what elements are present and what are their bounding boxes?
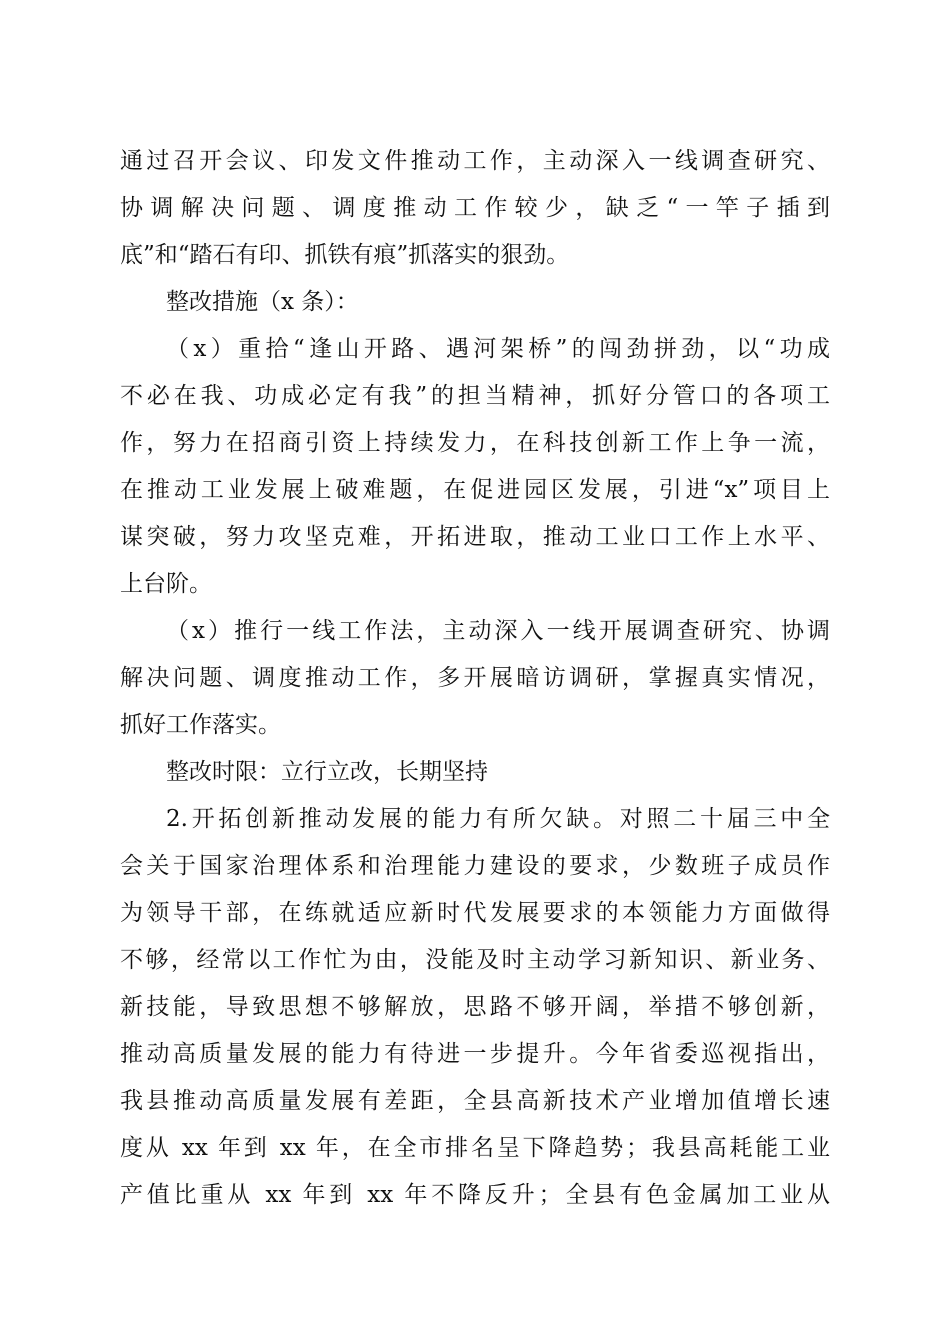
text-line: 不必在我、功成必定有我”的担当精神，抓好分管口的各项工 <box>120 383 830 409</box>
section-heading: 整改措施（x 条）： <box>166 289 359 315</box>
text-line: 会关于国家治理体系和治理能力建设的要求，少数班子成员作 <box>120 853 830 879</box>
text-line: 新技能，导致思想不够解放，思路不够开阔，举措不够创新， <box>120 994 830 1020</box>
text-line: 2.开拓创新推动发展的能力有所欠缺。对照二十届三中全 <box>166 806 830 832</box>
text-line: 在推动工业发展上破难题，在促进园区发展，引进“x”项目上 <box>120 477 830 503</box>
text-line: 底”和“踏石有印、抓铁有痕”抓落实的狠劲。 <box>120 242 570 268</box>
text-line: （x）重拾“逢山开路、遇河架桥”的闯劲拼劲，以“功成 <box>166 336 830 362</box>
text-line: （x）推行一线工作法，主动深入一线开展调查研究、协调 <box>166 618 830 644</box>
text-line: 抓好工作落实。 <box>120 712 281 738</box>
text-line: 谋突破，努力攻坚克难，开拓进取，推动工业口工作上水平、 <box>120 524 830 550</box>
text-line: 我县推动高质量发展有差距，全县高新技术产业增加值增长速 <box>120 1088 830 1114</box>
text-line: 产值比重从 xx 年到 xx 年不降反升；全县有色金属加工业从 <box>120 1182 830 1208</box>
text-line: 不够，经常以工作忙为由，没能及时主动学习新知识、新业务、 <box>120 947 830 973</box>
section-heading: 整改时限：立行立改，长期坚持 <box>166 759 488 785</box>
text-line: 作，努力在招商引资上持续发力，在科技创新工作上争一流， <box>120 430 830 456</box>
text-line: 为领导干部，在练就适应新时代发展要求的本领能力方面做得 <box>120 900 830 926</box>
text-line: 协调解决问题、调度推动工作较少，缺乏“一竿子插到 <box>120 195 830 221</box>
text-line: 度从 xx 年到 xx 年，在全市排名呈下降趋势；我县高耗能工业 <box>120 1135 830 1161</box>
text-line: 推动高质量发展的能力有待进一步提升。今年省委巡视指出， <box>120 1041 830 1067</box>
text-line: 上台阶。 <box>120 571 212 597</box>
text-line: 解决问题、调度推动工作，多开展暗访调研，掌握真实情况， <box>120 665 830 691</box>
text-line: 通过召开会议、印发文件推动工作，主动深入一线调查研究、 <box>120 148 830 174</box>
